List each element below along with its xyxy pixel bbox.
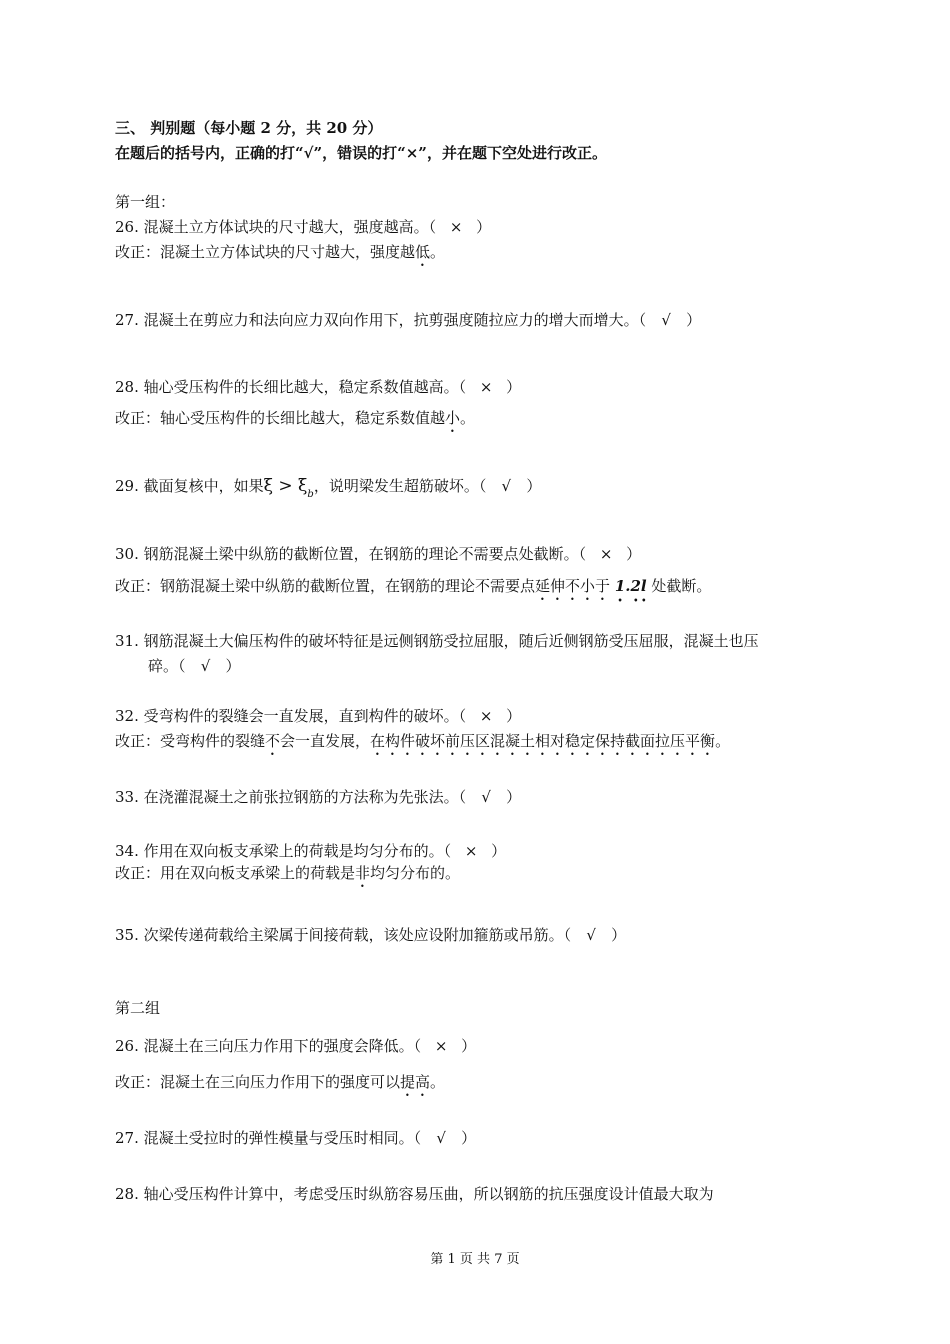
bracket-close: ）	[506, 788, 522, 806]
emphasized-text: 在构件破坏前压区混凝土相对稳定保持截面拉压平衡	[370, 732, 716, 750]
question-text: 26. 混凝土在三向压力作用下的强度会降低。（	[115, 1037, 422, 1055]
question-text: 28. 轴心受压构件的长细比越大，稳定系数值越高。（	[115, 378, 467, 396]
answer-mark: √	[481, 788, 491, 806]
correction-text: 均匀分布的。	[370, 864, 461, 882]
section-heading: 三、 判别题（每小题 2 分，共 20 分）	[115, 119, 383, 137]
question-35	[115, 925, 626, 945]
group1-label: 第一组：	[115, 193, 176, 211]
answer-mark: ×	[449, 218, 463, 236]
question-text: 27. 混凝土在剪应力和法向应力双向作用下，抗剪强度随拉应力的增大而增大。（	[115, 311, 647, 329]
question-text: 35. 次梁传递荷载给主梁属于间接荷载，该处应设附加箍筋或吊筋。（	[115, 926, 572, 944]
question-33	[115, 787, 521, 807]
correction-text: 改正：混凝土立方体试块的尺寸越大，强度越	[115, 243, 416, 261]
question-text: 32. 受弯构件的裂缝会一直发展，直到构件的破坏。（	[115, 707, 467, 725]
correction-text: 改正：用在双向板支承梁上的荷载是	[115, 864, 356, 882]
bracket-close: ）	[626, 545, 642, 563]
question-30	[115, 544, 641, 564]
emphasized-text: 低	[415, 243, 431, 261]
correction-text: 。	[430, 1073, 446, 1091]
bracket-close: ）	[506, 707, 522, 725]
question-31-line2	[148, 656, 241, 676]
answer-mark: ×	[479, 707, 493, 725]
question-32	[115, 706, 521, 726]
correction-text: 改正：轴心受压构件的长细比越大，稳定系数值越	[115, 409, 446, 427]
correction-text: 。	[715, 732, 731, 750]
emphasized-text: 延伸不小于	[535, 577, 611, 595]
correction-text: 改正：受弯构件的裂缝	[115, 732, 266, 750]
bracket-close: ）	[506, 378, 522, 396]
emphasized-text: 不	[265, 732, 281, 750]
correction-30	[115, 576, 711, 605]
section-instruction: 在题后的括号内，正确的打“√”，错误的打“×”，并在题下空处进行改正。	[115, 144, 607, 162]
group2-label: 第二组	[115, 999, 161, 1017]
correction-text: 改正：钢筋混凝土梁中纵筋的截断位置，在钢筋的理论不需要点	[115, 577, 536, 595]
question-27	[115, 310, 701, 330]
answer-mark: √	[436, 1129, 446, 1147]
question-text: 30. 钢筋混凝土梁中纵筋的截断位置，在钢筋的理论不需要点处截断。（	[115, 545, 587, 563]
correction-text: 。	[430, 243, 446, 261]
bracket-close: ）	[686, 311, 702, 329]
question-28	[115, 377, 521, 397]
correction-text: 改正：混凝土在三向压力作用下的强度可以	[115, 1073, 401, 1091]
bracket-close: ）	[225, 657, 241, 675]
group2-question-28: 28. 轴心受压构件计算中，考虑受压时纵筋容易压曲，所以钢筋的抗压强度设计值最大取为	[115, 1185, 714, 1203]
bracket-close: ）	[461, 1037, 477, 1055]
bracket-close: ）	[476, 218, 492, 236]
correction-28	[115, 408, 475, 436]
question-text: 29. 截面复核中，如果	[115, 477, 264, 495]
question-text: 34. 作用在双向板支承梁上的荷载是均匀分布的。（	[115, 842, 452, 860]
question-text: 26. 混凝土立方体试块的尺寸越大，强度越高。（	[115, 218, 437, 236]
bracket-close: ）	[461, 1129, 477, 1147]
bracket-close: ）	[611, 926, 627, 944]
correction-26	[115, 242, 445, 270]
question-text: 碎。（	[148, 657, 186, 675]
answer-mark: ×	[479, 378, 493, 396]
correction-text: 处截断。	[651, 577, 712, 595]
bracket-close: ）	[491, 842, 507, 860]
question-31-line1: 31. 钢筋混凝土大偏压构件的破坏特征是远侧钢筋受拉屈服，随后近侧钢筋受压屈服，混凝土也压	[115, 632, 759, 650]
question-26	[115, 217, 491, 237]
page-footer: 第 1 页 共 7 页	[430, 1252, 520, 1267]
emphasized-text: 小	[445, 409, 461, 427]
answer-mark: ×	[599, 545, 613, 563]
bracket-close: ）	[526, 477, 542, 495]
correction-text: 。	[460, 409, 476, 427]
group2-question-27	[115, 1128, 476, 1148]
question-text: ，说明梁发生超筋破坏。（	[313, 477, 487, 495]
correction-text: 会一直发展，	[280, 732, 371, 750]
formula-subscript: b	[307, 489, 314, 500]
answer-mark: √	[661, 311, 671, 329]
question-text: 27. 混凝土受拉时的弹性模量与受压时相同。（	[115, 1129, 422, 1147]
question-text: 33. 在浇灌混凝土之前张拉钢筋的方法称为先张法。（	[115, 788, 467, 806]
emphasized-text: 非	[355, 864, 371, 882]
emphasized-text: 提高	[400, 1073, 431, 1091]
answer-mark: √	[200, 657, 211, 675]
answer-mark: √	[586, 926, 596, 944]
correction-32	[115, 731, 730, 759]
formula: ξ > ξ	[263, 476, 308, 496]
group2-correction-26	[115, 1072, 445, 1100]
emphasized-value: 1.2l	[614, 577, 647, 595]
question-34	[115, 841, 506, 861]
group2-question-26	[115, 1036, 476, 1056]
question-29	[115, 476, 541, 505]
answer-mark: ×	[464, 842, 478, 860]
answer-mark: √	[501, 477, 512, 495]
correction-34	[115, 863, 460, 891]
answer-mark: ×	[434, 1037, 448, 1055]
